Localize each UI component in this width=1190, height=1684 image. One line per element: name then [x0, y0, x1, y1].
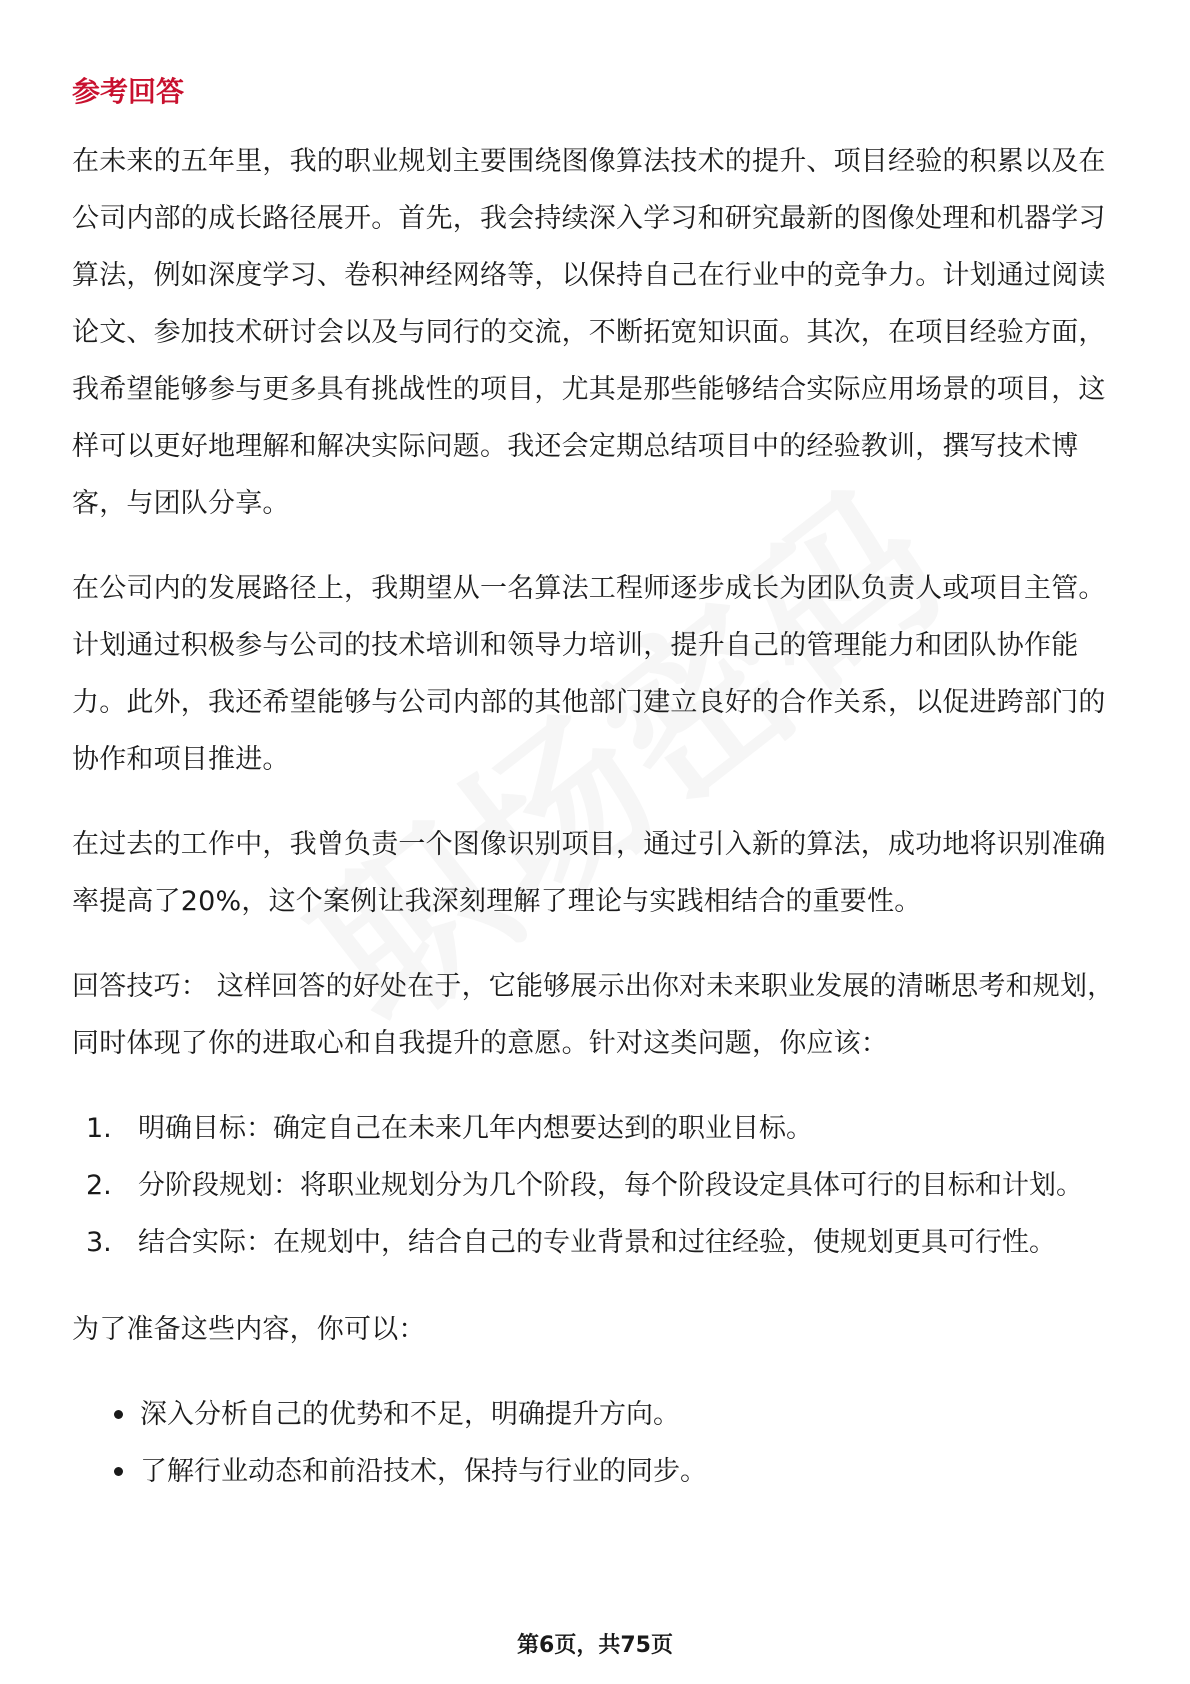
list-item-text: 深入分析自己的优势和不足，明确提升方向。: [140, 1399, 680, 1431]
paragraph-prep-intro: 为了准备这些内容，你可以：: [72, 1314, 426, 1346]
list-number: 1.: [86, 1113, 112, 1145]
list-item: [86, 1214, 1118, 1271]
bullet-icon: [114, 1467, 123, 1476]
list-item-text: 结合实际：在规划中，结合自己的专业背景和过往经验，使规划更具可行性。: [138, 1227, 1056, 1259]
bullet-icon: [114, 1410, 123, 1419]
section-heading: 参考回答: [72, 75, 185, 108]
list-item: [86, 1443, 1118, 1500]
paragraph-career-plan: 在未来的五年里，我的职业规划主要围绕图像算法技术的提升、项目经验的积累以及在公司内部的成长路径展开。首先，我会持续深入学习和研究最新的图像处理和机器学习算法，例如深度学习、卷积神经网络等，以保持自己在行业中的竞争力。计划通过阅读论文、参加技术研讨会以及与同行的交流，不断拓宽知识面。其次，在项目经验方面，我希望能够参与更多具有挑战性的项目，尤其是那些能够结合实际应用场景的项目，这样可以更好地理解和解决实际问题。我还会定期总结项目中的经验教训，撰写技术博客，与团队分享。: [72, 146, 1106, 520]
list-item: [86, 1386, 1118, 1443]
list-number: 2.: [86, 1170, 112, 1202]
tips-list: [72, 1100, 1118, 1271]
paragraph-past-case: 在过去的工作中，我曾负责一个图像识别项目，通过引入新的算法，成功地将识别准确率提高了20%，这个案例让我深刻理解了理论与实践相结合的重要性。: [72, 829, 1106, 918]
page-footer: 第6页，共75页: [517, 1633, 673, 1658]
list-item-text: 了解行业动态和前沿技术，保持与行业的同步。: [140, 1456, 707, 1488]
document-page: [72, 72, 1118, 1500]
list-item: [86, 1100, 1118, 1157]
paragraph-answer-tips: 回答技巧： 这样回答的好处在于，它能够展示出你对未来职业发展的清晰思考和规划，同时体现了你的进取心和自我提升的意愿。针对这类问题，你应该：: [72, 971, 1115, 1060]
list-item: [86, 1157, 1118, 1214]
paragraph-company-path: 在公司内的发展路径上，我期望从一名算法工程师逐步成长为团队负责人或项目主管。计划通过积极参与公司的技术培训和领导力培训，提升自己的管理能力和团队协作能力。此外，我还希望能够与公司内部的其他部门建立良好的合作关系，以促进跨部门的协作和项目推进。: [72, 573, 1106, 776]
list-item-text: 明确目标：确定自己在未来几年内想要达到的职业目标。: [138, 1113, 813, 1145]
list-item-text: 分阶段规划：将职业规划分为几个阶段，每个阶段设定具体可行的目标和计划。: [138, 1170, 1083, 1202]
prep-list: [72, 1386, 1118, 1500]
list-number: 3.: [86, 1227, 112, 1259]
